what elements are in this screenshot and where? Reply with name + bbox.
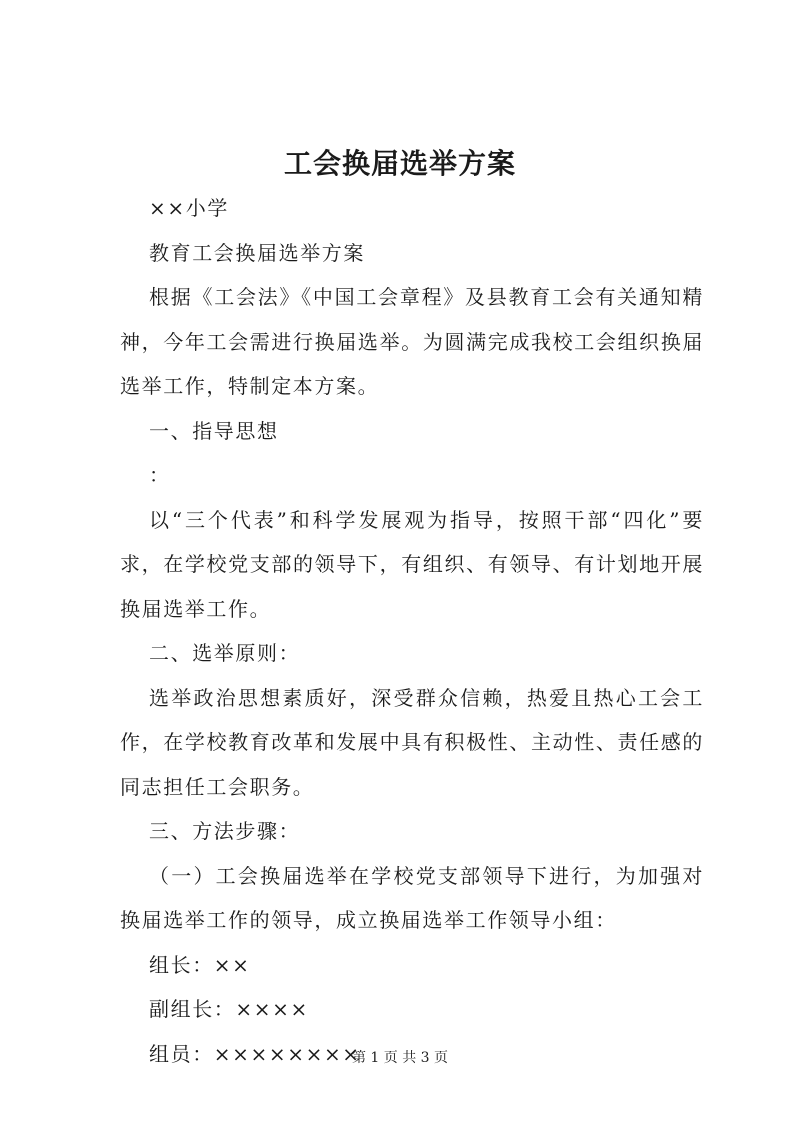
paragraph-subtitle: 教育工会换届选举方案: [149, 240, 365, 265]
heading-method-steps: 三、方法步骤：: [149, 819, 301, 843]
paragraph-team-members: 组员：××××××××: [149, 1041, 361, 1066]
paragraph-guiding-ideology: 以“三个代表”和科学发展观为指导，按照干部“四化”要求，在学校党支部的领导下，有组织、有领导、有计划地开展换届选举工作。: [120, 507, 704, 621]
heading-guiding-ideology: 一、指导思想: [149, 418, 279, 443]
document-title: 工会换届选举方案: [283, 147, 516, 180]
document-body: [120, 186, 704, 1076]
paragraph-team-leader: 组长：××: [149, 952, 251, 977]
heading-election-principles: 二、选举原则：: [149, 641, 301, 665]
paragraph-intro: 根据《工会法》《中国工会章程》及县教育工会有关通知精神，今年工会需进行换届选举。为圆满完成我校工会组织换届选举工作，特制定本方案。: [120, 285, 704, 398]
paragraph-step-one: （一）工会换届选举在学校党支部领导下进行，为加强对换届选举工作的领导，成立换届选举工作领导小组：: [120, 863, 704, 932]
page-number-footer: 第 1 页 共 3 页: [351, 1050, 449, 1066]
paragraph-election-principles: 选举政治思想素质好，深受群众信赖，热爱且热心工会工作，在学校教育改革和发展中具有积极性、主动性、责任感的同志担任工会职务。: [120, 685, 704, 799]
paragraph-school-name: ××小学: [149, 196, 229, 220]
paragraph-colon: ：: [149, 463, 171, 487]
paragraph-deputy-leader: 副组长：××××: [149, 997, 309, 1021]
